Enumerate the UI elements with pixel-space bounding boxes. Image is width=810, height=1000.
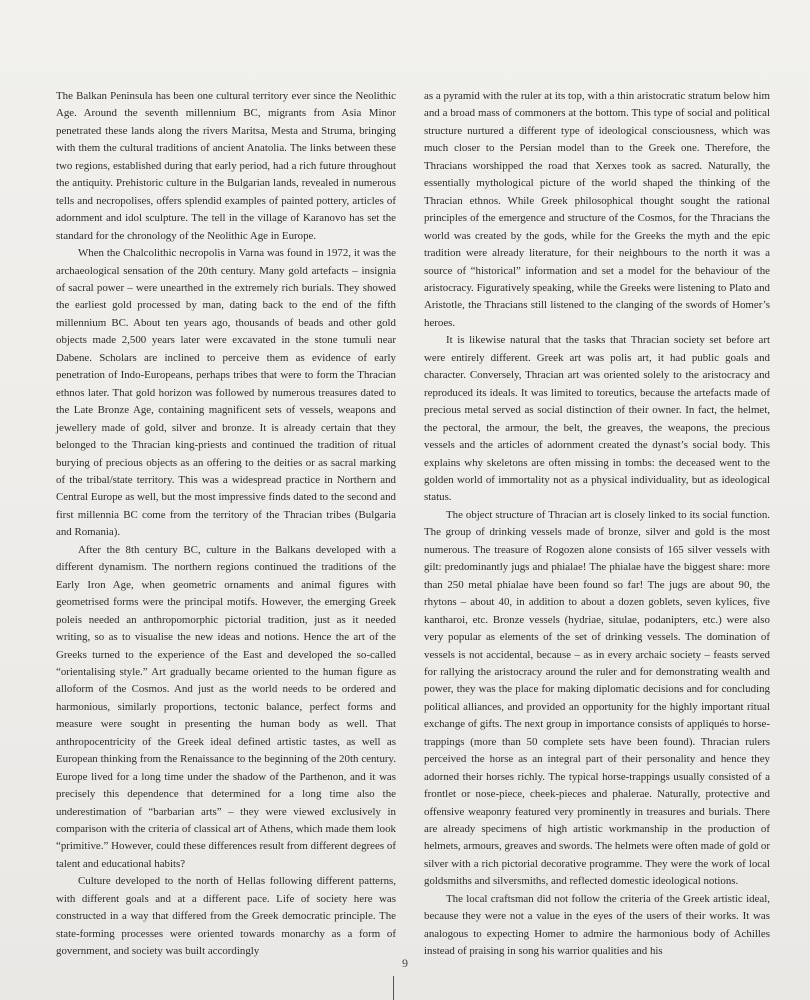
paragraph: as a pyramid with the ruler at its top, with a thin aristocratic stratum below him and a broad mass of commoners at the bottom. This type of social and political structure nurtured a different type of ideological consciousness, which was much closer to the Persian model than to the Greek one. Therefore, the Thracians worshipped the road that Xerxes took as sacred. Naturally, the essentially mythological picture of the world shaped the thinking of the Thracian ethnos. While Greek philosophical thought sought the rational principles of the emergence and structure of the Cosmos, for the Thracians the world was created by the gods, while for the Greeks the myth and the epic tradition were already literature, for their neighbours to the north it was a source of “historical” information and set a model for the behaviour of the aristocracy. Figuratively speaking, while the Greeks were listening to Plato and Aristotle, the Thracians still listened to the clanging of the swords of Homer’s heroes. <box>424 90 770 329</box>
paragraph: The object structure of Thracian art is closely linked to its social function. The group of drinking vessels made of bronze, silver and gold is the most numerous. The treasure of Rogozen alone consists of 165 silver vessels with gilt: predominantly jugs and phialae! The phialae have the biggest share: more than 250 metal phialae have been found so far! The jugs are about 90, the rhytons – about 40, in addition to about a dozen goblets, seven kylices, five kantharoi, etc. Bronze vessels (hydriae, situlae, podanipters, etc.) were also very popular as elements of the set of drinking vessels. The domination of vessels is not accidental, because – as in every archaic society – feasts served for rallying the aristocracy around the ruler and for demonstrating wealth and power, they was the place for making diplomatic decisions and for concluding political alliances, and provided an opportunity for the highly important ritual exchange of gifts. The next group in importance consists of appliqués to horse-trappings (more than 50 complete sets have been found). Thracian rulers perceived the horse as an integral part of their personality and hence they adorned their horses richly. The typical horse-trappings usually consisted of a frontlet or nose-piece, cheek-pieces and phalerae. Naturally, protective and offensive weaponry featured very prominently in treasures and burials. There are already specimens of high artistic workmanship in the production of helmets, armours, greaves and swords. The helmets were often made of gold or silver with a rich pictorial decorative programme. They were the work of local goldsmiths and silversmiths, and reflected domestic ideological notions. <box>424 508 770 888</box>
left-text-column <box>56 88 396 961</box>
paragraph: The Balkan Peninsula has been one cultural territory ever since the Neolithic Age. Around the seventh millennium BC, migrants from Asia Minor penetrated these lands along the rivers Maritsa, Mesta and Struma, bringing with them the cultural traditions of ancient Anatolia. The links between these two regions, established during that early period, had a rich future throughout the antiquity. Prehistoric culture in the Bulgarian lands, revealed in numerous tells and necropolises, offers splendid examples of painted pottery, articles of adornment and idol sculpture. The tell in the village of Karanovo has set the standard for the chronology of the Neolithic Age in Europe. <box>56 90 396 242</box>
paragraph: It is likewise natural that the tasks that Thracian society set before art were entirely different. Greek art was polis art, it had public goals and character. Conversely, Thracian art was oriented solely to the aristocracy and reproduced its ideals. It was limited to toreutics, because the artefacts made of precious metal served as social distinction of their owner. In fact, the helmet, the pectoral, the armour, the belt, the greaves, the weapons, the precious vessels and the articles of adornment created the dynast’s social body. This explains why skeletons are often missing in tombs: the deceased went to the golden world of immortality not as a physical individuality, but as ideological status. <box>424 334 770 504</box>
right-text-column <box>424 88 770 961</box>
paragraph: When the Chalcolithic necropolis in Varna was found in 1972, it was the archaeological sensation of the 20th century. Many gold artefacts – insignia of sacral power – were unearthed in the extremely rich burials. They showed the earliest gold processed by man, dating back to the end of the fifth millennium BC. About ten years ago, thousands of beads and other gold objects made 2,500 years later were excavated in the stone tumuli near Dabene. Scholars are inclined to perceive them as evidence of early penetration of Indo-Europeans, perhaps tribes that were to form the Thracian ethnos later. That gold horizon was followed by numerous treasures dated to the Late Bronze Age, containing magnificent sets of vessels, weapons and jewellery made of gold, silver and bronze. It is already certain that they belonged to the Thracian king-priests and continued the tradition of ritual burying of precious objects as an offering to the deities or as sacral marking of the tribal/state territory. This was a widespread practice in Northern and Central Europe as well, but the most impressive finds dated to the second and first millennia BC come from the territory of the Thracian tribes (Bulgaria and Romania). <box>56 247 396 539</box>
paragraph: The local craftsman did not follow the criteria of the Greek artistic ideal, because they were not a value in the eyes of the users of their works. It was analogous to expecting Homer to admire the harmonious body of Achilles instead of praising in song his warrior qualities and his <box>424 892 770 958</box>
page-number: 9 <box>402 956 408 970</box>
paragraph: After the 8th century BC, culture in the Balkans developed with a different dynamism. The northern regions continued the traditions of the Early Iron Age, when geometric ornaments and animal figures with geometrised forms were the principal motifs. However, the emerging Greek poleis needed an anthropomorphic pictorial tradition, just as it needed writing, so as to visualise the new ideas and notions. Hence the art of the Greeks turned to the experience of the East and developed the so-called “orientalising style.” Art gradually became oriented to the human figure as alloform of the Cosmos. And just as the world needs to be ordered and harmonious, similarly proportions, tectonic balance, perfect forms and measure were sought in presenting the human body as well. That anthropocentricity of the Greek ideal defined artistic tastes, as well as European thinking from the Renaissance to the beginning of the 20th century. Europe lived for a long time under the shadow of the Parthenon, and it was precisely this dependence that determined for a long time also the underestimation of “barbarian arts” – they were viewed exclusively in comparison with the criteria of classical art of Athens, which made them look “primitive.” However, could these differences result from different degrees of talent and educational habits? <box>56 543 396 870</box>
gutter-line <box>393 976 394 1000</box>
paragraph: Culture developed to the north of Hellas following different patterns, with different goals and at a different pace. Life of society here was constructed in a way that differed from the Greek democratic principle. The state-forming processes were oriented towards monarchy as a form of government, and society was built accordingly <box>56 875 396 958</box>
